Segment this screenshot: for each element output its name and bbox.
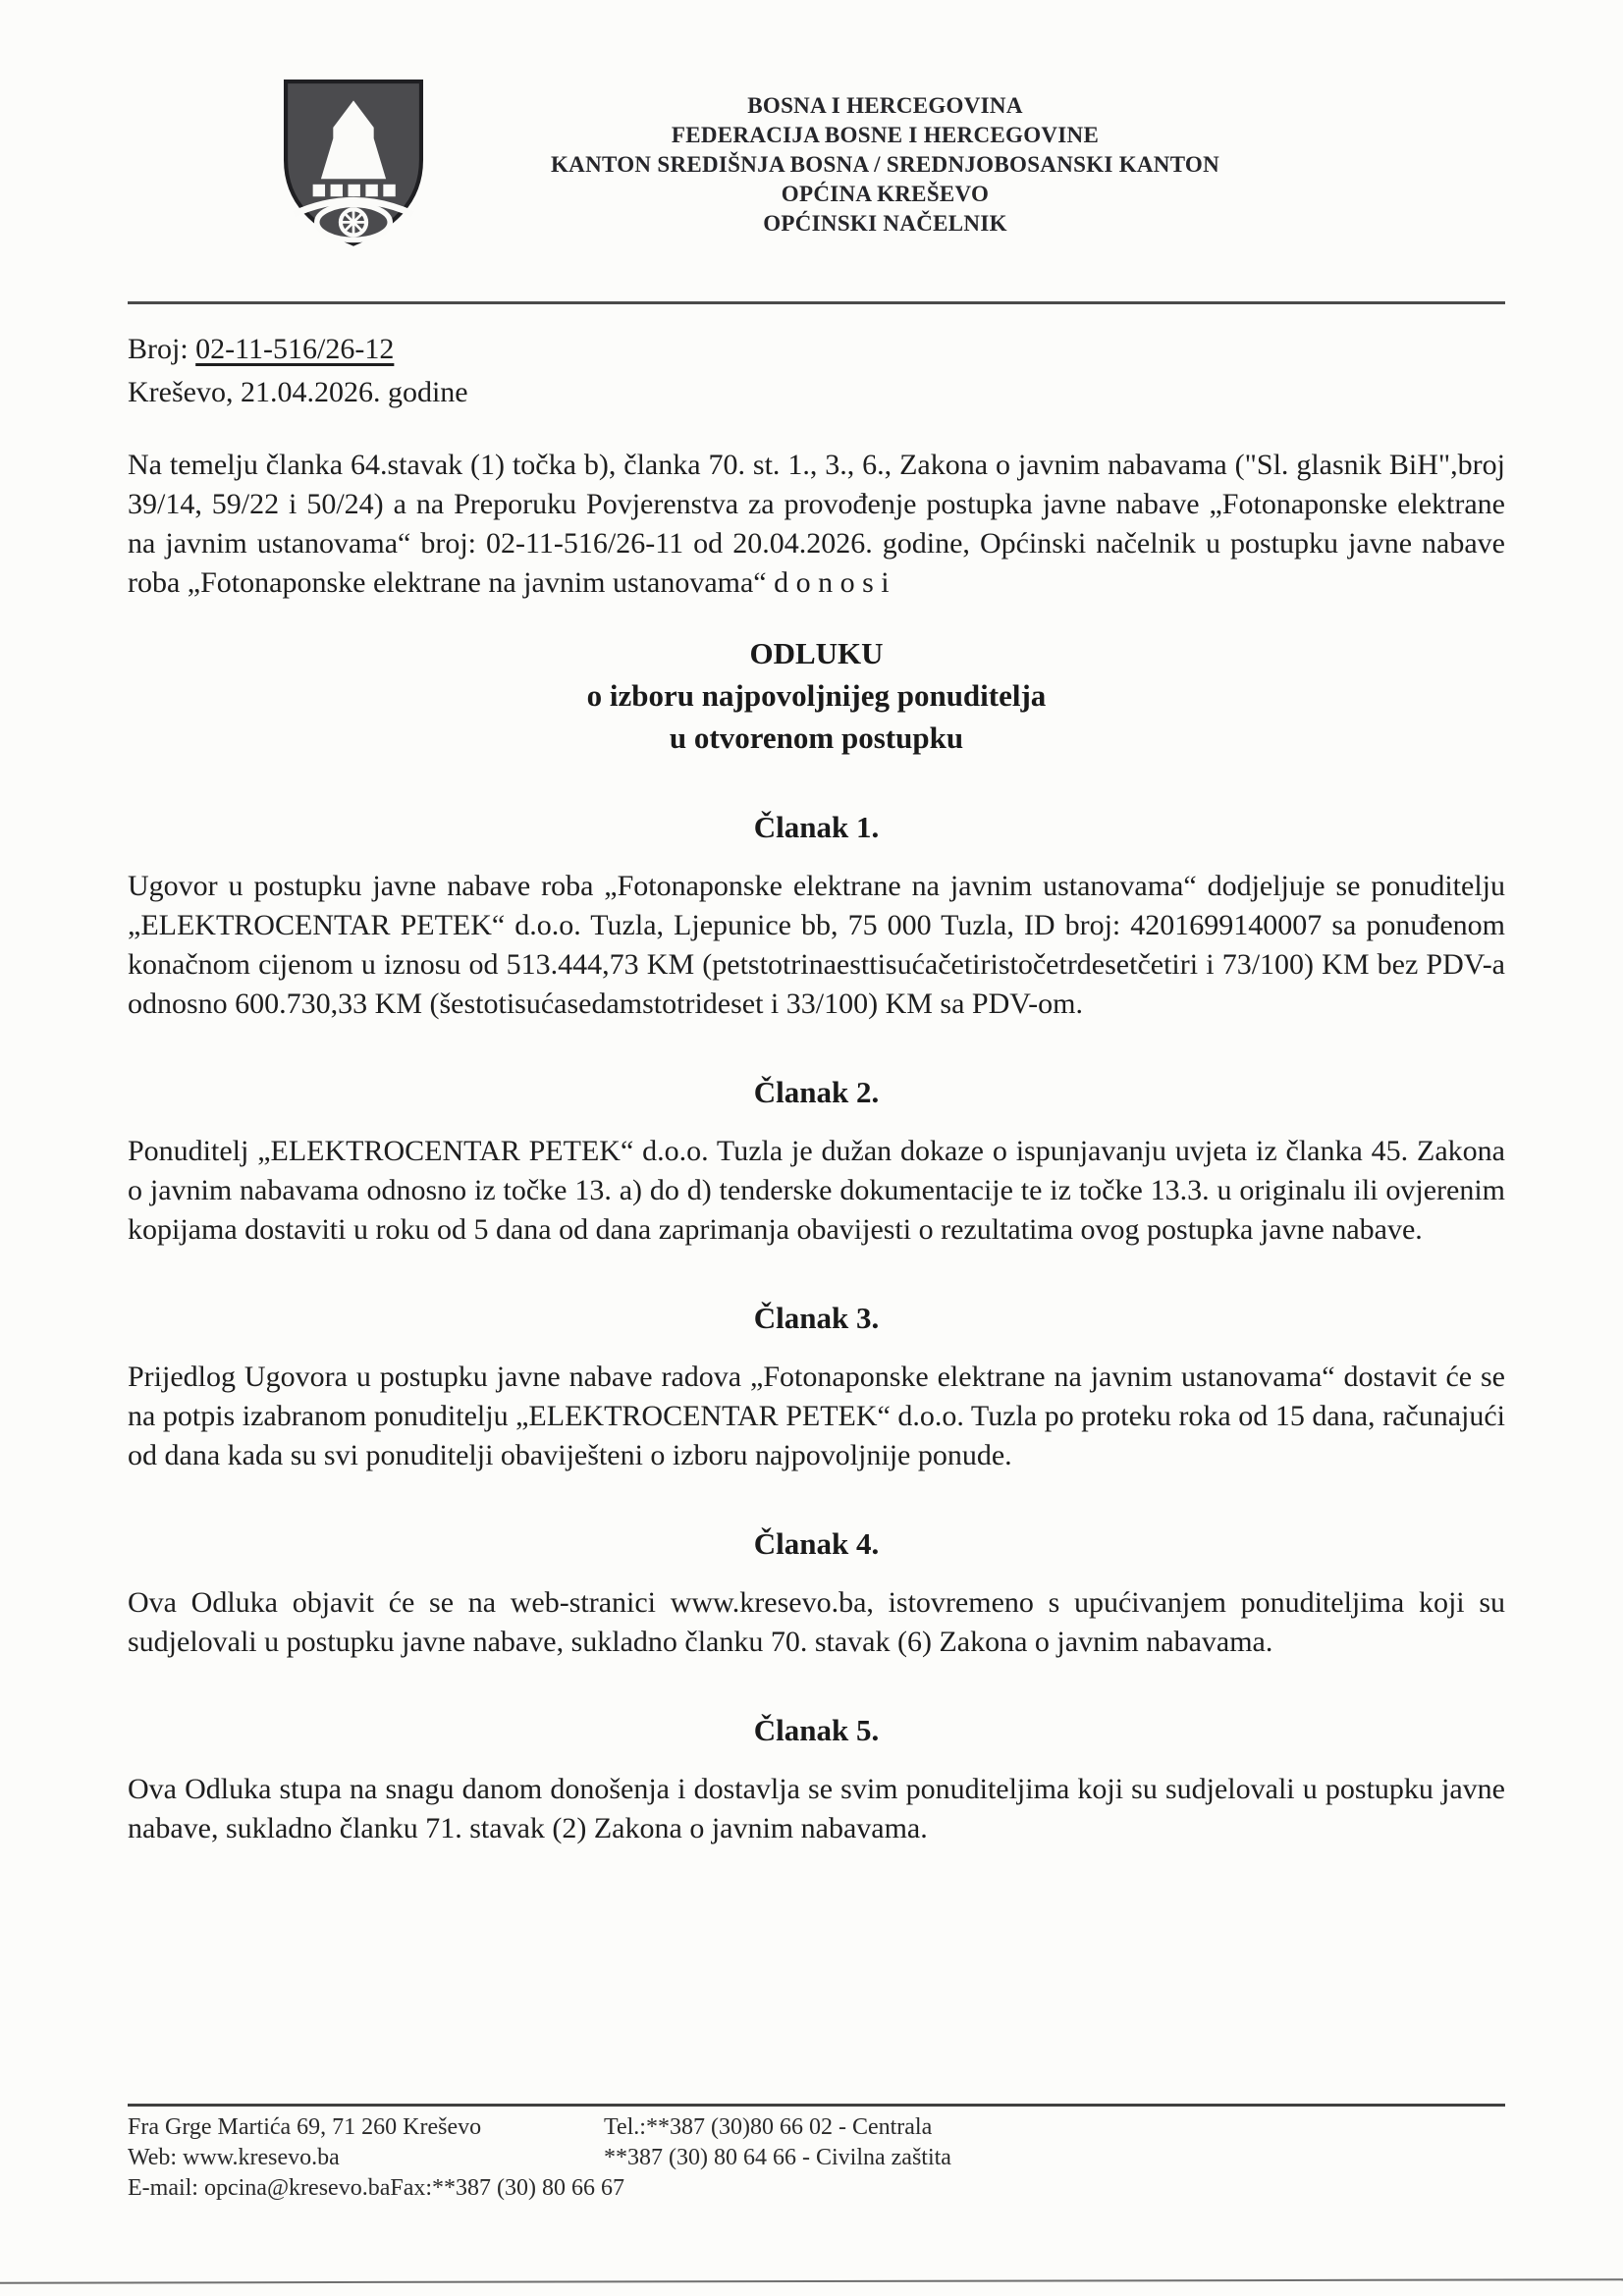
- place-date-line: Kreševo, 21.04.2026. godine: [128, 376, 468, 408]
- header-divider: [128, 301, 1505, 304]
- footer-address: Fra Grge Martića 69, 71 260 Kreševo: [128, 2114, 482, 2140]
- kresevo-coat-of-arms-icon: [267, 71, 440, 249]
- article-4-heading: Članak 4.: [753, 1526, 880, 1561]
- reference-number-label: Broj:: [128, 333, 196, 365]
- org-line-federation: FEDERACIJA BOSNE I HERCEGOVINE: [671, 123, 1100, 147]
- document-header: [0, 0, 1623, 245]
- article-3-body: Prijedlog Ugovora u postupku javne nabave radova „Fotonaponske elektrane na javnim ustanovama“ dostavit će se na potpis izabranom ponuditelju „ELEKTROCENTAR PETEK“ d.o.o. Tuzla po proteku roka od 15 dana, računajući od dana kada su svi ponuditelji obaviješteni o izboru najpovoljnije ponude.: [128, 1361, 1505, 1471]
- page-bottom-scan-line: [0, 2278, 1623, 2283]
- footer-phone-civil-protection: **387 (30) 80 64 66 - Civilna zaštita: [604, 2145, 951, 2170]
- article-3-heading: Članak 3.: [753, 1301, 880, 1335]
- reference-number-line: [128, 328, 1505, 371]
- article-2-body: Ponuditelj „ELEKTROCENTAR PETEK“ d.o.o. Tuzla je dužan dokaze o ispunjavanju uvjeta iz članka 45. Zakona o javnim nabavama odnosno iz točke 13. a) do d) tenderske dokumentacije te iz točke 13.3. u originalu ili ovjerenim kopijama dostaviti u roku od 5 dana od dana zaprimanja obavijesti o rezultatima ovog postupka javne nabave.: [128, 1135, 1505, 1246]
- article-1-body: Ugovor u postupku javne nabave roba „Fotonaponske elektrane na javnim ustanovama“ dodjeljuje se ponuditelju „ELEKTROCENTAR PETEK“ d.o.o. Tuzla, Ljepunice bb, 75 000 Tuzla, ID broj: 4201699140007 sa ponuđenom konačnom cijenom u iznosu od 513.444,73 KM (petstotrinaesttisućačetiristočetrdesetčetiri i 73/100) KM bez PDV-a odnosno 600.730,33 KM (šestotisućasedamstotrideset i 33/100) KM sa PDV-om.: [128, 870, 1505, 1020]
- article-4-body: Ova Odluka objavit će se na web-stranici www.kresevo.ba, istovremeno s upućivanjem ponuditeljima koji su sudjelovali u postupku javne nabave, sukladno članku 70. stavak (6) Zakona o javnim nabavama.: [128, 1586, 1505, 1658]
- decision-subtitle-2: u otvorenom postupku: [669, 721, 964, 755]
- footer-web: Web: www.kresevo.ba: [128, 2145, 340, 2170]
- decision-title: ODLUKU: [749, 636, 884, 670]
- decision-title-block: [128, 632, 1505, 759]
- article-5-body: Ova Odluka stupa na snagu danom donošenja i dostavlja se svim ponuditeljima koji su sudjelovali u postupku javne nabave, sukladno članku 71. stavak (2) Zakona o javnim nabavama.: [128, 1773, 1505, 1844]
- reference-number-value: 02-11-516/26-12: [195, 333, 395, 365]
- article-5-heading: Članak 5.: [753, 1713, 880, 1747]
- org-line-canton: KANTON SREDIŠNJA BOSNA / SREDNJOBOSANSKI KANTON: [550, 152, 1220, 177]
- footer-right-column: [604, 2112, 951, 2173]
- document-footer: [128, 2104, 1505, 2211]
- decision-subtitle-1: o izboru najpovoljnijeg ponuditelja: [586, 678, 1047, 713]
- org-line-country: BOSNA I HERCEGOVINA: [747, 93, 1023, 118]
- footer-divider: [128, 2104, 1505, 2107]
- footer-phone-central: Tel.:**387 (30)80 66 02 - Centrala: [604, 2114, 933, 2140]
- footer-email-fax: E-mail: opcina@kresevo.baFax:**387 (30) 80 66 67: [128, 2175, 624, 2201]
- article-2-heading: Članak 2.: [753, 1075, 880, 1109]
- article-1-heading: Članak 1.: [753, 810, 880, 844]
- footer-left-column: [128, 2112, 624, 2204]
- org-line-municipality: OPĆINA KREŠEVO: [781, 182, 990, 206]
- preamble-paragraph: Na temelju članka 64.stavak (1) točka b), članka 70. st. 1., 3., 6., Zakona o javnim nabavama ("Sl. glasnik BiH",broj 39/14, 59/22 i 50/24) a na Preporuku Povjerenstva za provođenje postupka javne nabave „Fotonaponske elektrane na javnim ustanovama“ broj: 02-11-516/26-11 od 20.04.2026. godine, Općinski načelnik u postupku javne nabave roba „Fotonaponske elektrane na javnim ustanovama“ d o n o s i: [128, 449, 1505, 599]
- document-meta: [128, 328, 1505, 414]
- document-body: [0, 301, 1623, 1848]
- org-line-mayor-office: OPĆINSKI NAČELNIK: [763, 211, 1007, 236]
